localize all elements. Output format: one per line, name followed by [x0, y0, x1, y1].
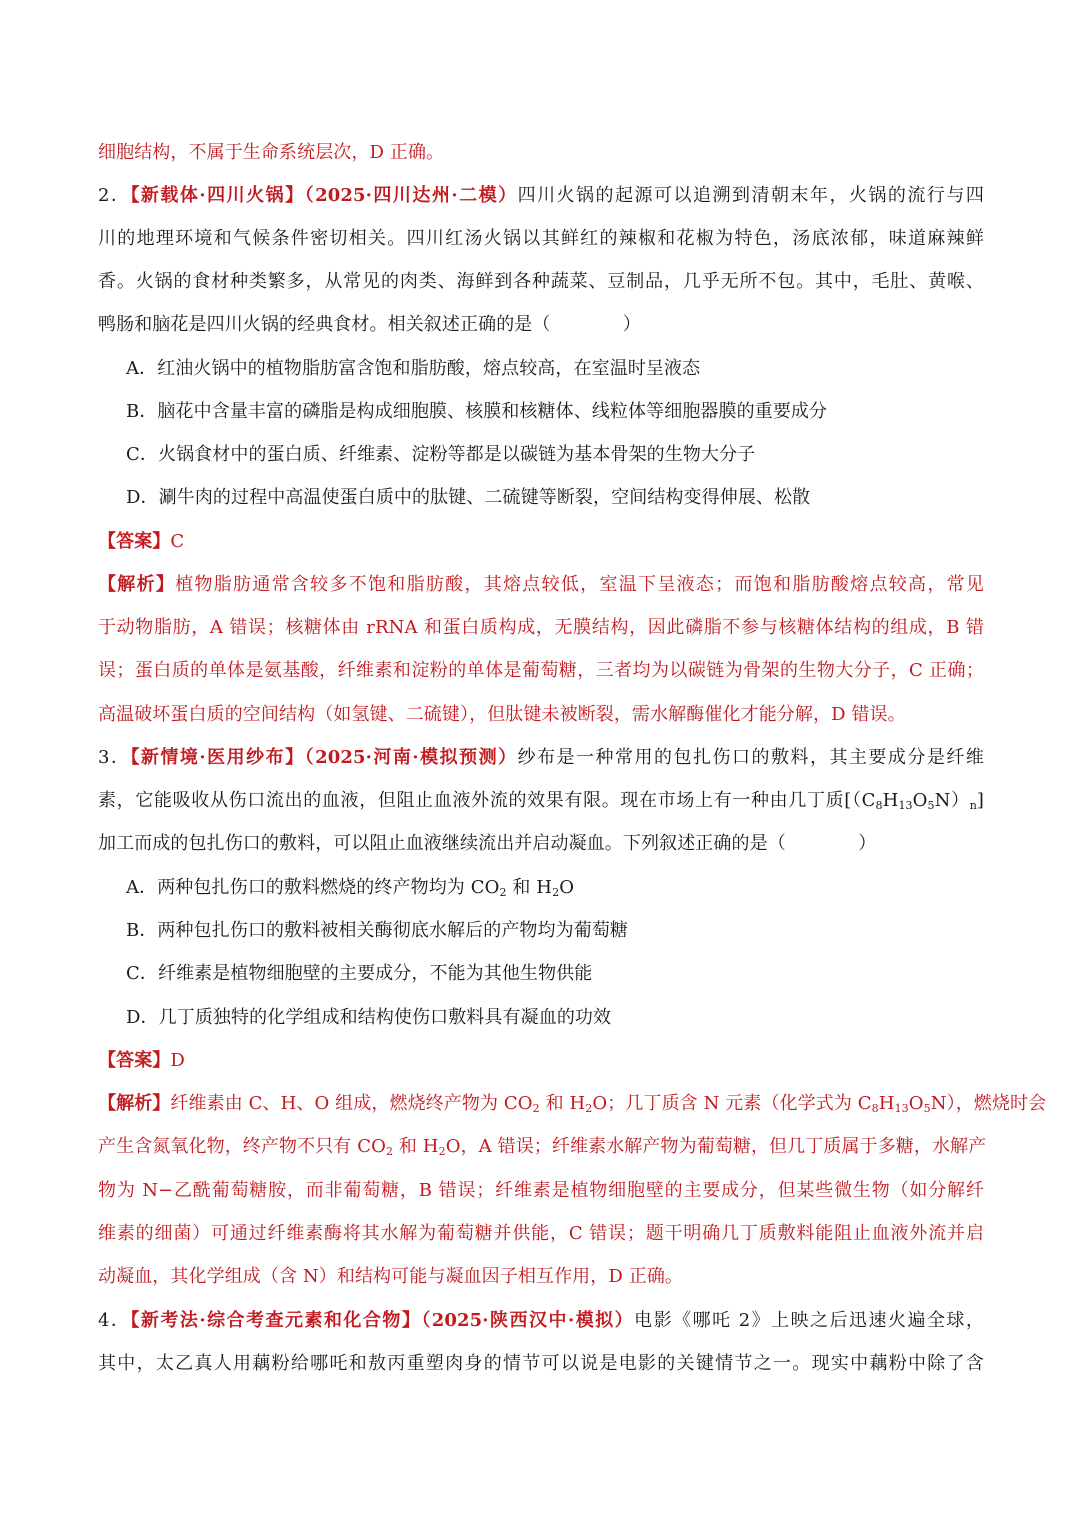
q3-formula-sub: 13: [898, 799, 913, 812]
q3-analysis-text: H: [878, 1093, 895, 1114]
q3-formula-sub: 2: [552, 886, 560, 899]
q3-answer-value: D: [170, 1050, 185, 1071]
q2-option-b: B．脑花中含量丰富的磷脂是构成细胞膜、核膜和核糖体、线粒体等细胞器膜的重要成分: [126, 401, 828, 422]
q2-analysis-line-1: [98, 571, 984, 599]
q3-analysis-text: N），燃烧时会: [930, 1093, 1047, 1114]
q2-option-d: D．涮牛肉的过程中高温使蛋白质中的肽键、二硫键等断裂，空间结构变得伸展、松散: [126, 487, 811, 508]
q3-formula-sub: 2: [438, 1145, 446, 1158]
q3-analysis-label: 【解析】: [98, 1093, 171, 1114]
prev-analysis-tail: 细胞结构，不属于生命系统层次，D 正确。: [98, 142, 445, 163]
q3-analysis-text: O，A 错误；纤维素水解产物为葡萄糖，但几丁质属于多糖，水解产: [445, 1136, 987, 1157]
q3-analysis-text: 纤维素由 C、H、O 组成，燃烧终产物为 CO: [170, 1093, 533, 1114]
q3-option-a-text: 和 H: [506, 877, 553, 898]
q3-option-a: [126, 874, 984, 902]
q2-analysis-line-3: 误；蛋白质的单体是氨基酸，纤维素和淀粉的单体是葡萄糖，三者均为以碳链为骨架的生物大分子，C 正确；: [98, 660, 984, 681]
q2-analysis-line-4: 高温破坏蛋白质的空间结构（如氢键、二硫键），但肽键未被断裂，需水解酶催化才能分解，D 错误。: [98, 704, 906, 725]
q3-answer-label: 【答案】: [98, 1050, 171, 1071]
q3-tag-topic: 【新情境·医用纱布】: [130, 747, 305, 768]
q3-formula-sub: 8: [871, 1102, 879, 1115]
q2-answer-value: C: [170, 531, 185, 552]
q3-analysis-text: 产生含氮氧化物，终产物不只有 CO: [98, 1136, 386, 1157]
q2-analysis-text-1: 植物脂肪通常含较多不饱和脂肪酸，其熔点较低，室温下呈液态；而饱和脂肪酸熔点较高，常见: [175, 574, 984, 595]
q2-stem-line-2: 川的地理环境和气候条件密切相关。四川红汤火锅以其鲜红的辣椒和花椒为特色，汤底浓郁，味道麻辣鲜: [98, 228, 984, 249]
q2-number: 2．: [98, 185, 131, 206]
q3-analysis-line-2: [98, 1133, 987, 1161]
q3-analysis-text: O: [908, 1093, 924, 1114]
q3-stem-line-2: [98, 787, 984, 815]
q3-analysis-line-4: 维素的细菌）可通过纤维素酶将其水解为葡萄糖并供能，C 错误；题干明确几丁质敷料能阻止血液外流并启: [98, 1223, 984, 1244]
q3-analysis-line-5: 动凝血，其化学组成（含 N）和结构可能与凝血因子相互作用，D 正确。: [98, 1266, 684, 1287]
q2-answer: [98, 528, 984, 556]
q2-stem-line-3: 香。火锅的食材种类繁多，从常见的肉类、海鲜到各种蔬菜、豆制品，几乎无所不包。其中，毛肚、黄喉、: [98, 271, 984, 292]
q3-option-b: B．两种包扎伤口的敷料被相关酶彻底水解后的产物均为葡萄糖: [126, 920, 629, 941]
q2-tag-source: （2025·四川达州·二模）: [304, 185, 518, 206]
q3-formula-sub: n: [969, 799, 977, 812]
q3-formula-part: O: [912, 790, 928, 811]
q3-formula-sub: 2: [499, 886, 507, 899]
q3-stem-text: 纱布是一种常用的包扎伤口的敷料，其主要成分是纤维: [517, 747, 984, 768]
q3-analysis-text: O；几丁质含 N 元素（化学式为 C: [592, 1093, 872, 1114]
q3-formula-part: ]: [976, 790, 985, 811]
q3-formula-sub: 13: [894, 1102, 909, 1115]
q2-stem-line-1: [98, 182, 984, 210]
q4-tag-source: （2025·陕西汉中·模拟）: [421, 1310, 635, 1331]
q4-number: 4．: [98, 1310, 131, 1331]
q3-formula-sub: 2: [585, 1102, 593, 1115]
q2-answer-label: 【答案】: [98, 531, 171, 552]
q3-formula-sub: 2: [532, 1102, 540, 1115]
q2-stem-text: 四川火锅的起源可以追溯到清朝末年，火锅的流行与四: [517, 185, 984, 206]
q4-stem-line-1: [98, 1307, 984, 1335]
q3-option-d: D．几丁质独特的化学组成和结构使伤口敷料具有凝血的功效: [126, 1007, 612, 1028]
q4-stem-text: 电影《哪吒 2》上映之后迅速火遍全球，: [634, 1310, 985, 1331]
q3-option-c: C．纤维素是植物细胞壁的主要成分，不能为其他生物供能: [126, 963, 593, 984]
q3-formula-sub: 2: [385, 1145, 394, 1158]
q3-analysis-text: 和 H: [539, 1093, 586, 1114]
q3-analysis-line-3: 物为 N−乙酰葡萄糖胺，而非葡萄糖，B 错误；纤维素是植物细胞壁的主要成分，但某些微生物（如分解纤: [98, 1180, 984, 1201]
q3-option-a-text: A．两种包扎伤口的敷料燃烧的终产物均为 CO: [126, 877, 500, 898]
q2-analysis-label: 【解析】: [98, 574, 176, 595]
q3-stem-line-1: [98, 744, 984, 772]
q2-option-a: A．红油火锅中的植物脂肪富含饱和脂肪酸，熔点较高，在室温时呈液态: [126, 358, 701, 379]
q4-stem-line-2: 其中，太乙真人用藕粉给哪吒和敖丙重塑肉身的情节可以说是电影的关键情节之一。现实中藕粉中除了含: [98, 1353, 984, 1374]
q3-formula-sub: 5: [927, 799, 935, 812]
q2-analysis-line-2: 于动物脂肪，A 错误；核糖体由 rRNA 和蛋白质构成，无膜结构，因此磷脂不参与核糖体结构的组成，B 错: [98, 617, 984, 638]
q3-analysis-text: 和 H: [393, 1136, 439, 1157]
q2-option-c: C．火锅食材中的蛋白质、纤维素、淀粉等都是以碳链为基本骨架的生物大分子: [126, 444, 756, 465]
q3-number: 3．: [98, 747, 131, 768]
q3-tag-source: （2025·河南·模拟预测）: [304, 747, 518, 768]
q2-stem-line-4: 鸭肠和脑花是四川火锅的经典食材。相关叙述正确的是（ ）: [98, 314, 641, 335]
q3-answer: [98, 1047, 984, 1075]
q4-tag-topic: 【新考法·综合考查元素和化合物】: [130, 1310, 422, 1331]
q3-analysis-line-1: [98, 1090, 1047, 1118]
q3-formula-sub: 8: [875, 799, 883, 812]
q3-formula-part: H: [882, 790, 899, 811]
q2-tag-topic: 【新载体·四川火锅】: [130, 185, 305, 206]
q3-formula-sub: 5: [923, 1102, 931, 1115]
q3-stem-line-3: 加工而成的包扎伤口的敷料，可以阻止血液继续流出并启动凝血。下列叙述正确的是（ ）: [98, 833, 877, 854]
q3-stem-text-2: 素，它能吸收从伤口流出的血液，但阻止血液外流的效果有限。现在市场上有一种由几丁质[（C: [98, 790, 876, 811]
q3-formula-part: N）: [934, 790, 970, 811]
q3-option-a-text: O: [559, 877, 575, 898]
